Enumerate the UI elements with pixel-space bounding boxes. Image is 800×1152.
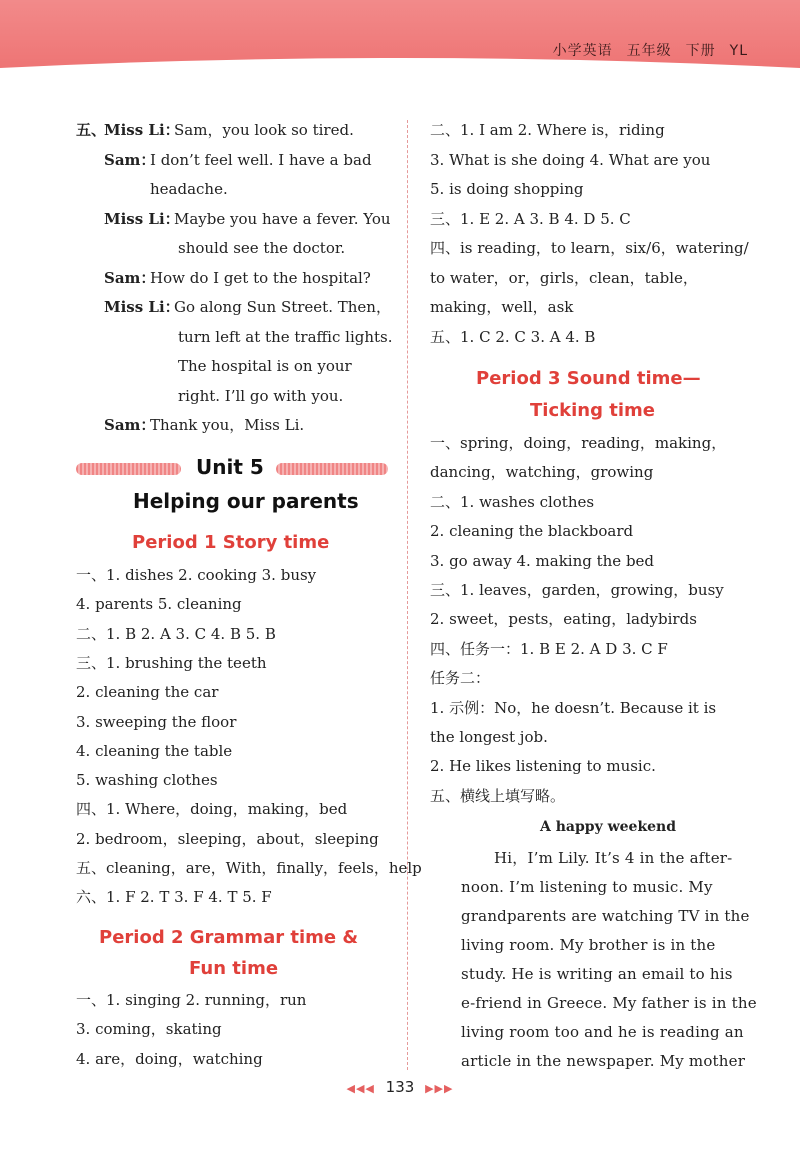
speaker-label: Sam： [104, 150, 156, 169]
answer-line: 3. sweeping the floor [76, 712, 237, 731]
answer-line: 三、1. brushing the teeth [76, 653, 267, 672]
answer-line: making，well，ask [430, 298, 574, 316]
answer-line: 四、is reading，to learn，six/6，watering/ [430, 239, 749, 257]
unit-subtitle: Helping our parents [133, 489, 359, 513]
essay-line: living room too and he is reading an [461, 1023, 744, 1041]
answer-line: to water，or，girls，clean，table， [430, 268, 698, 287]
footer-right-arrows: ▶▶▶ [425, 1082, 454, 1095]
dialogue-line: How do I get to the hospital? [150, 268, 371, 287]
answer-line: 3. coming，skating [76, 1020, 222, 1039]
answer-line: 四、任务一：1. B E 2. A D 3. C F [430, 639, 668, 658]
answer-line: 六、1. F 2. T 3. F 4. T 5. F [76, 888, 272, 907]
answer-line: 三、1. E 2. A 3. B 4. D 5. C [430, 209, 631, 228]
dialogue-line: right. I’ll go with you. [178, 386, 344, 405]
answer-line: 四、1. Where，doing，making，bed [76, 800, 348, 819]
essay-line: study. He is writing an email to his [461, 965, 733, 983]
essay-line: living room. My brother is in the [461, 936, 716, 954]
answer-line: 2. He likes listening to music. [430, 757, 656, 776]
dialogue-line: headache. [150, 180, 228, 198]
essay-line: article in the newspaper. My mother [461, 1052, 746, 1070]
essay-line: grandparents are watching TV in the [461, 907, 750, 925]
header-edition: YL [729, 43, 748, 59]
answer-line: 2. cleaning the blackboard [430, 522, 634, 541]
answer-line: 五、1. C 2. C 3. A 4. B [430, 327, 596, 346]
answer-line: dancing，watching，growing [430, 463, 654, 482]
answer-line: 一、1. singing 2. running，run [76, 991, 307, 1009]
dialogue-line: I don’t feel well. I have a bad [150, 150, 372, 169]
page-header-label [539, 40, 748, 60]
essay-title: A happy weekend [540, 819, 677, 835]
page-number: 133 [385, 1078, 415, 1096]
essay-line: noon. I’m listening to music. My [461, 878, 713, 896]
answer-line: 2. sweet，pests，eating，ladybirds [430, 610, 697, 629]
section-mark: 五、 [76, 121, 107, 139]
answer-line: 五、横线上填写略。 [430, 786, 566, 805]
answer-line: 4. are，doing，watching [76, 1049, 263, 1068]
header-term: 下册 [685, 43, 716, 59]
essay-line: e-friend in Greece. My father is in the [461, 994, 757, 1012]
dialogue-line: Thank you，Miss Li. [150, 416, 305, 434]
answer-line: 任务二： [430, 669, 491, 688]
answer-line: 5. is doing shopping [430, 180, 584, 198]
footer-left-arrows: ◀◀◀ [346, 1082, 375, 1095]
answer-line: 3. What is she doing 4. What are you [430, 150, 711, 169]
dialogue-line: Maybe you have a fever. You [174, 209, 391, 228]
answer-line: the longest job. [430, 728, 548, 746]
period3-title-line2: Ticking time [530, 400, 655, 421]
dialogue-line: turn left at the traffic lights. [178, 327, 393, 346]
answer-line: 1. 示例：No，he doesn’t. Because it is [430, 698, 717, 717]
period1-title: Period 1 Story time [132, 532, 330, 553]
column-divider [407, 120, 408, 1070]
essay-line: Hi，I’m Lily. It’s 4 in the after- [494, 849, 733, 867]
banner-stripe-left [76, 463, 181, 475]
answer-line: 2. cleaning the car [76, 683, 219, 702]
dialogue-line: Sam，you look so tired. [174, 121, 354, 139]
answer-line: 4. cleaning the table [76, 741, 233, 760]
answer-line: 一、spring，doing，reading，making， [430, 434, 727, 452]
period3-title-line1: Period 3 Sound time— [476, 368, 701, 389]
answer-line: 3. go away 4. making the bed [430, 551, 655, 570]
speaker-label: Miss Li： [104, 209, 180, 228]
answer-line: 五、cleaning，are，With，finally，feels，help [76, 859, 422, 877]
speaker-label: Sam： [104, 416, 156, 434]
answer-line: 二、1. B 2. A 3. C 4. B 5. B [76, 624, 276, 643]
answer-line: 4. parents 5. cleaning [76, 595, 242, 614]
answer-line: 2. bedroom，sleeping，about，sleeping [76, 829, 379, 848]
unit-title: Unit 5 [196, 455, 264, 479]
header-grade: 五年级 [626, 43, 672, 59]
page-footer [0, 1078, 800, 1096]
answer-line: 三、1. leaves，garden，growing，busy [430, 581, 724, 599]
unit-title-banner [76, 455, 388, 481]
period2-title-line1: Period 2 Grammar time & [99, 927, 359, 948]
dialogue-line: The hospital is on your [178, 357, 352, 375]
dialogue-line: Go along Sun Street. Then， [174, 298, 391, 316]
speaker-label: Miss Li： [104, 121, 180, 139]
period2-title-line2: Fun time [189, 958, 279, 979]
dialogue-line: should see the doctor. [178, 239, 346, 257]
answer-line: 二、1. washes clothes [430, 492, 595, 511]
answer-line: 5. washing clothes [76, 771, 218, 790]
speaker-label: Sam： [104, 268, 156, 287]
answer-line: 一、1. dishes 2. cooking 3. busy [76, 566, 317, 584]
banner-stripe-right [276, 463, 388, 475]
header-subject: 小学英语 [552, 43, 613, 59]
speaker-label: Miss Li： [104, 298, 180, 316]
answer-line: 二、1. I am 2. Where is，riding [430, 121, 665, 139]
